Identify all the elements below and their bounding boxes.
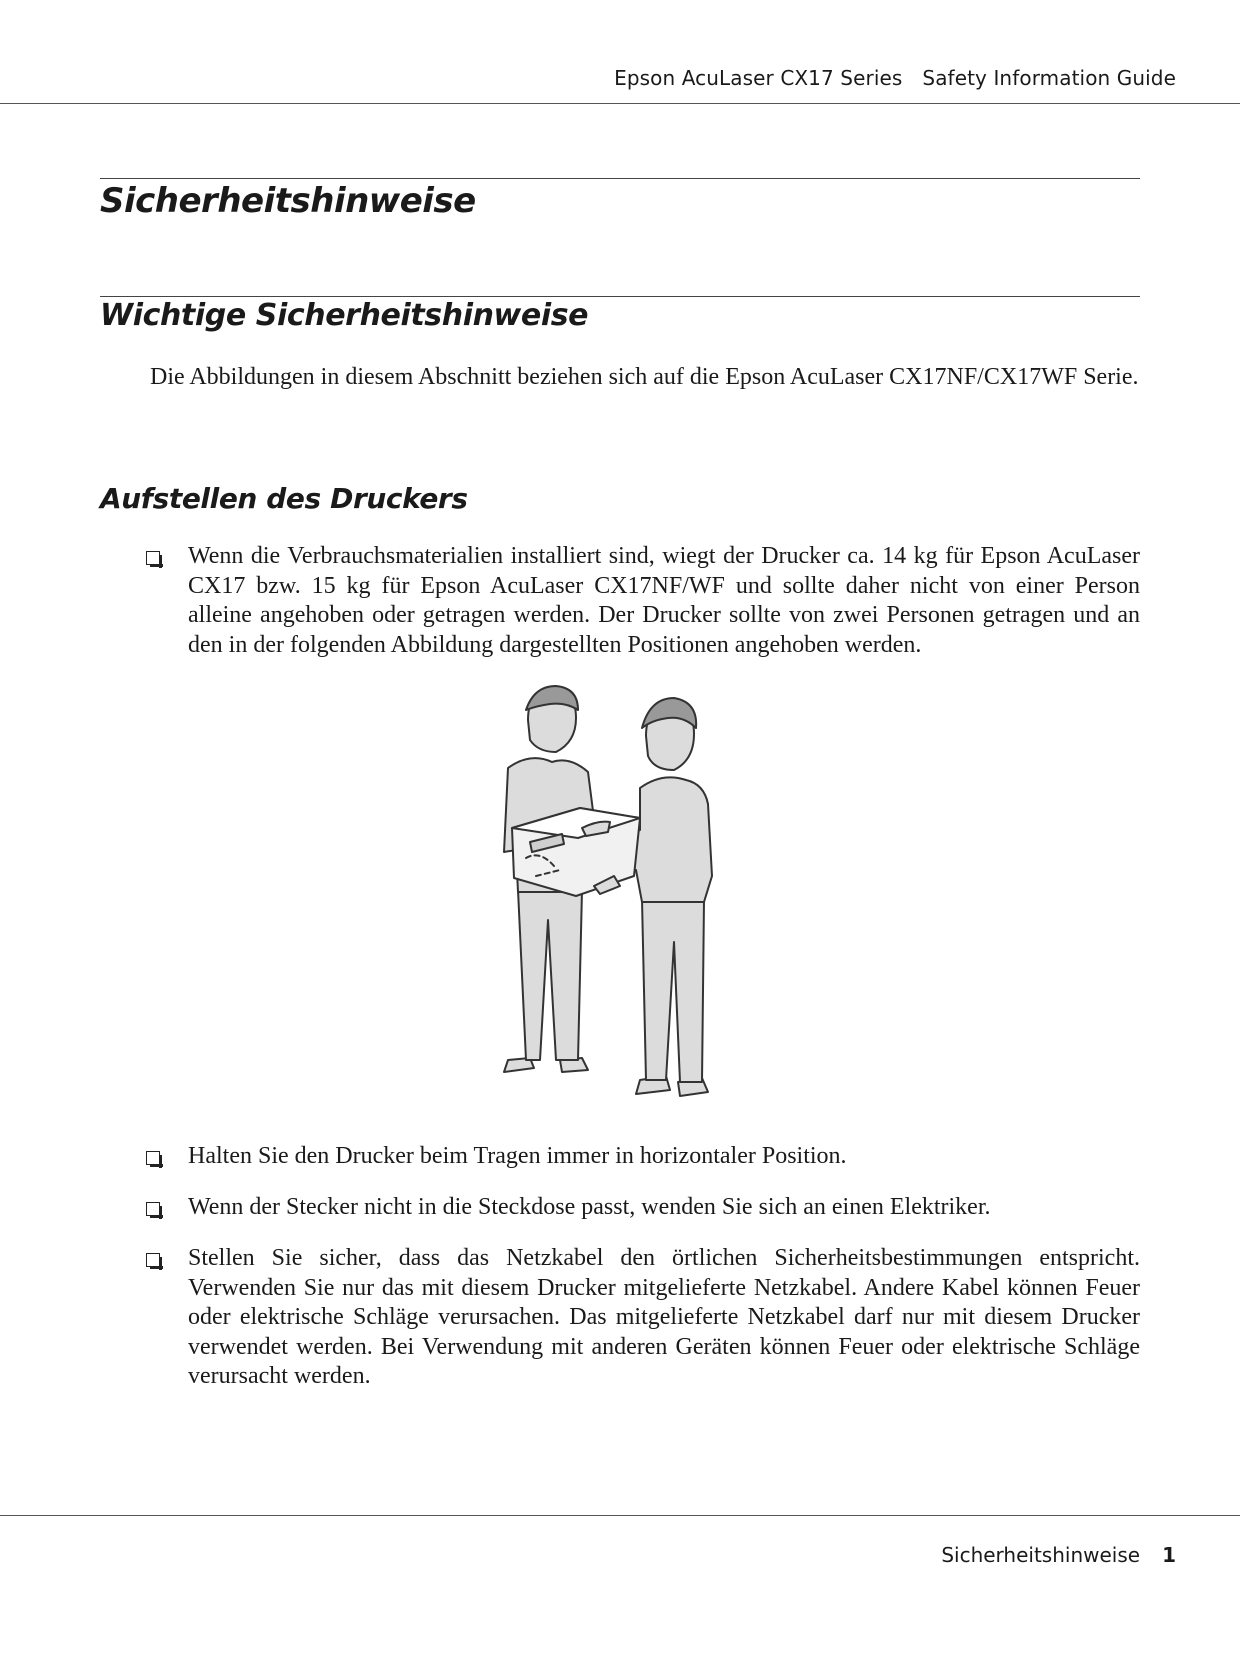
checkbox-bullet-icon — [146, 551, 160, 565]
title-rule — [100, 178, 1140, 179]
subtitle-rule — [100, 296, 1140, 297]
footer-divider — [0, 1515, 1240, 1516]
intro-paragraph: Die Abbildungen in diesem Abschnitt beziehen sich auf die Epson AcuLaser CX17NF/CX17WF Serie. — [150, 364, 1139, 390]
list-item — [146, 1193, 1140, 1223]
list-item-text: Wenn die Verbrauchsmaterialien installiert sind, wiegt der Drucker ca. 14 kg für Epson AcuLaser CX17 bzw. 15 kg für Epson AcuLaser CX17NF/WF und sollte daher nicht von einer Person alleine angehoben oder getragen werden. Der Drucker sollte von zwei Personen getragen und an den in der folgenden Abbildung dargestellten Positionen angehoben werden. — [188, 543, 1140, 658]
section-heading: Wichtige Sicherheitshinweise — [100, 298, 589, 333]
header-text — [594, 66, 1176, 90]
list-item-text: Halten Sie den Drucker beim Tragen immer in horizontaler Position. — [188, 1143, 847, 1169]
list-item — [146, 1142, 1140, 1172]
list-item-text: Stellen Sie sicher, dass das Netzkabel den örtlichen Sicherheitsbestimmungen entspricht. Verwenden Sie nur das mit diesem Drucker mitgelieferte Netzkabel. Andere Kabel können Feuer oder elektrische Schläge verursachen. Das mitgelieferte Netzkabel darf nur mit diesem Drucker verwendet werden. Bei Verwendung mit anderen Geräten können Feuer oder elektrische Schläge verursacht werden. — [188, 1245, 1140, 1389]
list-item — [146, 542, 1140, 660]
list-item — [146, 1244, 1140, 1392]
header-divider — [0, 103, 1240, 104]
checkbox-bullet-icon — [146, 1151, 160, 1165]
footer-section: Sicherheitshinweise — [941, 1543, 1141, 1567]
header-guide: Safety Information Guide — [922, 66, 1176, 90]
checkbox-bullet-icon — [146, 1202, 160, 1216]
footer-text — [941, 1543, 1176, 1567]
person-left-legs — [518, 890, 582, 1060]
subsection-heading: Aufstellen des Druckers — [100, 482, 468, 515]
person-right-legs — [642, 900, 704, 1082]
people-carrying-printer-illustration — [490, 680, 750, 1105]
header-product: Epson AcuLaser CX17 Series — [614, 66, 903, 90]
page-header — [0, 0, 1240, 104]
list-item-text: Wenn der Stecker nicht in die Steckdose passt, wenden Sie sich an einen Elektriker. — [188, 1194, 991, 1220]
page-title: Sicherheitshinweise — [100, 181, 476, 221]
checkbox-bullet-icon — [146, 1253, 160, 1267]
page-number: 1 — [1162, 1543, 1176, 1567]
